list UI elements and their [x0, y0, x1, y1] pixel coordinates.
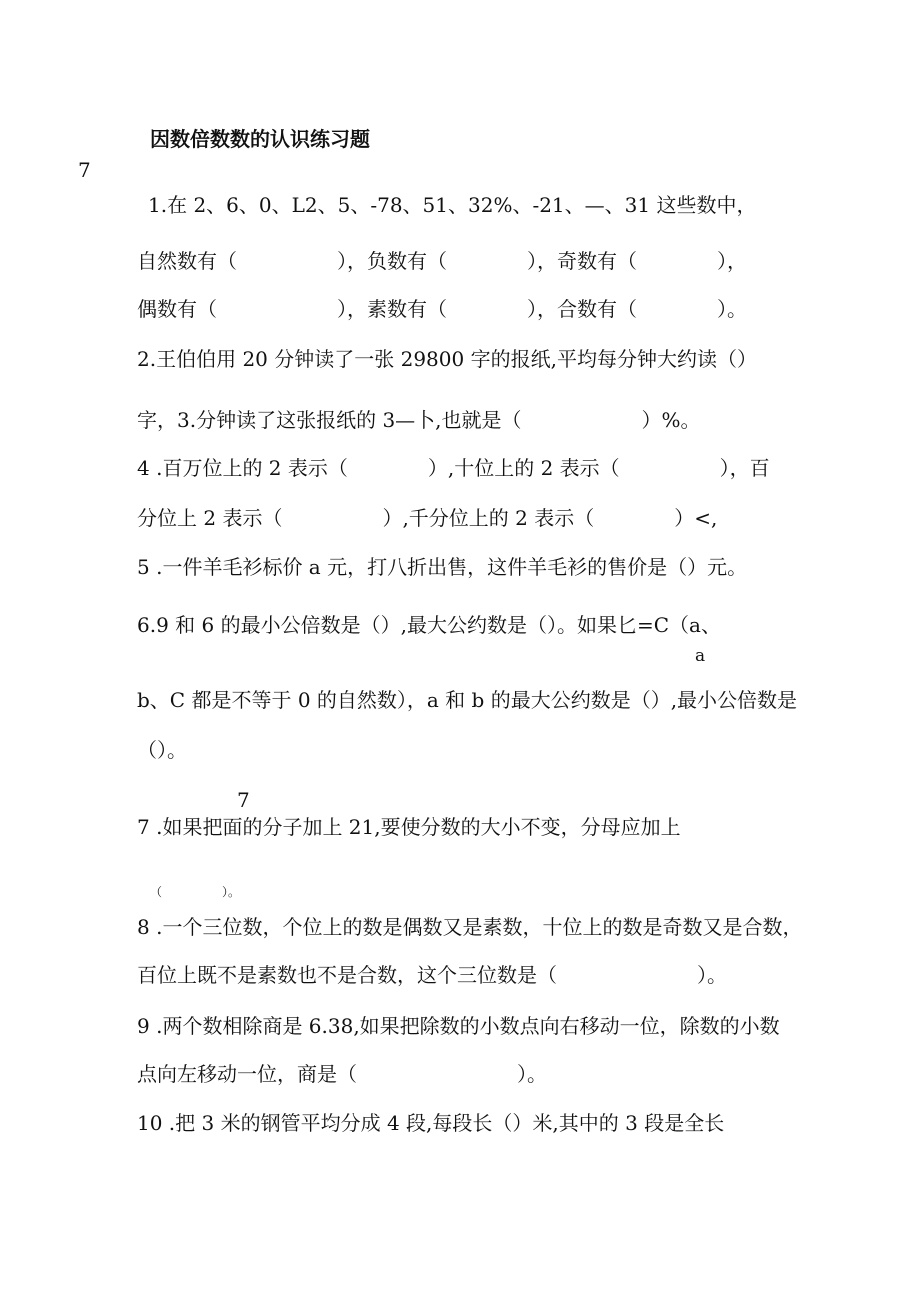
question-1-line-1: 1.在 2、6、0、L2、5、-78、51、32%、-21、—、31 这些数中，: [148, 193, 757, 217]
question-6-line-3: （）。: [137, 738, 187, 762]
page-title: 因数倍数数的认识练习题: [150, 127, 370, 151]
question-4-line-1: 4 .百万位上的 2 表示（ ）,十位上的 2 表示（ ），百: [137, 456, 770, 480]
question-6-subscript: a: [695, 646, 706, 666]
question-7-fraction-numeral: 7: [237, 788, 250, 812]
question-8-line-1: 8 .一个三位数，个位上的数是偶数又是素数，十位上的数是奇数又是合数，: [137, 915, 803, 939]
question-2-line-1: 2.王伯伯用 20 分钟读了一张 29800 字的报纸,平均每分钟大约读（）: [137, 347, 757, 371]
question-7-line-1: 7 .如果把面的分子加上 21,要使分数的大小不变，分母应加上: [137, 815, 681, 839]
question-1-line-3: 偶数有（ ），素数有（ ），合数有（ ）。: [137, 297, 747, 321]
question-2-line-2: 字，3.分钟读了这张报纸的 3—卜,也就是（ ）%。: [137, 408, 701, 432]
question-7-line-2: （ ）。: [150, 885, 241, 899]
question-5: 5 .一件羊毛衫标价 a 元，打八折出售，这件羊毛衫的售价是（）元。: [137, 555, 748, 579]
question-6-line-2: b、C 都是不等于 0 的自然数），a 和 b 的最大公约数是（）,最小公倍数是: [137, 688, 798, 712]
question-9-line-2: 点向左移动一位，商是（ ）。: [137, 1062, 547, 1086]
question-1-line-2: 自然数有（ ），负数有（ ），奇数有（ ），: [137, 249, 747, 273]
question-8-line-2: 百位上既不是素数也不是合数，这个三位数是（ ）。: [137, 963, 727, 987]
question-10: 10 .把 3 米的钢管平均分成 4 段,每段长（）米,其中的 3 段是全长: [137, 1111, 725, 1135]
margin-mark: 7: [78, 158, 91, 182]
question-6-line-1: 6.9 和 6 的最小公倍数是（）,最大公约数是（）。如果匕=C（a、: [137, 613, 721, 637]
question-4-line-2: 分位上 2 表示（ ）,千分位上的 2 表示（ ）<,: [137, 506, 718, 530]
question-9-line-1: 9 .两个数相除商是 6.38,如果把除数的小数点向右移动一位，除数的小数: [137, 1014, 780, 1038]
